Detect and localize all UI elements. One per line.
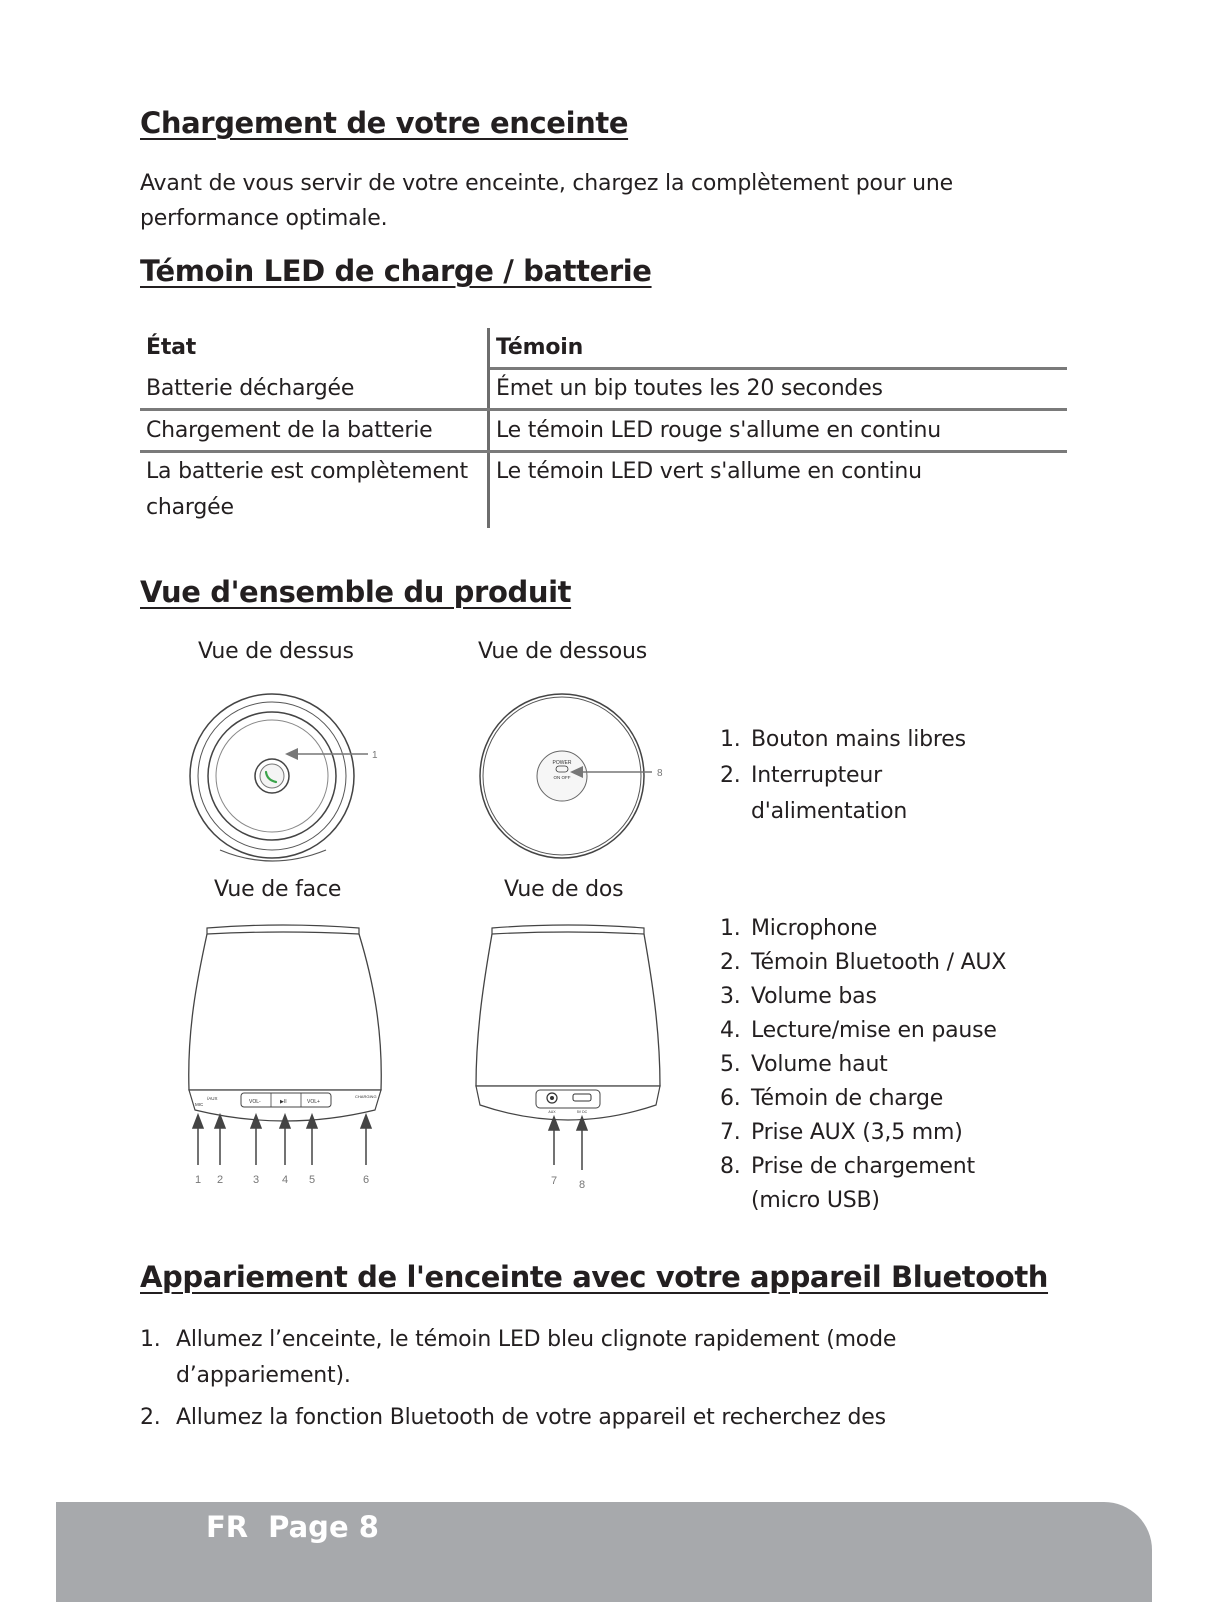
charging-paragraph: Avant de vous servir de votre enceinte, chargez la complètement pour une performance optimale. bbox=[140, 171, 953, 231]
play-pause-icon: ▶II bbox=[280, 1099, 287, 1105]
diagram-callout-number: 8 bbox=[578, 1179, 586, 1191]
table-divider bbox=[140, 450, 1067, 453]
list-item: 1. Bouton mains libres bbox=[720, 727, 966, 752]
bottom-view-diagram bbox=[470, 690, 690, 870]
table-header-indicator: Témoin bbox=[496, 335, 584, 360]
top-view-legend bbox=[720, 722, 966, 830]
footer-page-number: Page 8 bbox=[268, 1510, 379, 1544]
caption-top-view: Vue de dessus bbox=[198, 639, 354, 664]
vol-minus-label: VOL- bbox=[249, 1099, 261, 1105]
table-cell-indicator: Le témoin LED vert s'allume en continu bbox=[496, 459, 922, 484]
diagram-callout-number: 4 bbox=[281, 1174, 289, 1186]
section-title-led: Témoin LED de charge / batterie bbox=[140, 254, 652, 288]
list-item: 6. Témoin de charge bbox=[720, 1086, 944, 1111]
page-footer bbox=[56, 1502, 1152, 1602]
diagram-callout-number: 7 bbox=[550, 1175, 558, 1187]
list-item: 7. Prise AUX (3,5 mm) bbox=[720, 1120, 963, 1145]
footer-page-label bbox=[206, 1510, 399, 1544]
pairing-steps bbox=[140, 1322, 1000, 1442]
bt-aux-label: /AUX bbox=[207, 1096, 218, 1101]
section-title-charging: Chargement de votre enceinte bbox=[140, 106, 629, 140]
list-item: 8. Prise de chargement (micro USB) bbox=[720, 1154, 975, 1213]
mic-label: MIC bbox=[195, 1102, 204, 1107]
front-back-legend bbox=[720, 912, 1011, 1218]
list-item: 5. Volume haut bbox=[720, 1052, 888, 1077]
dc-label: 5V DC bbox=[576, 1110, 588, 1114]
table-header-state: État bbox=[146, 335, 197, 360]
table-divider bbox=[140, 408, 1067, 411]
table-cell-indicator: Émet un bip toutes les 20 secondes bbox=[496, 376, 883, 401]
charging-label: CHARGING bbox=[355, 1094, 377, 1099]
caption-front-view: Vue de face bbox=[214, 877, 342, 902]
diagram-callout-number: 5 bbox=[308, 1174, 316, 1186]
list-item: 2. Interrupteur d'alimentation bbox=[720, 763, 908, 824]
section-title-pairing: Appariement de l'enceinte avec votre appareil Bluetooth bbox=[140, 1260, 1049, 1294]
power-label: POWER bbox=[552, 760, 572, 766]
diagram-callout-number: 1 bbox=[372, 750, 378, 761]
footer-language: FR bbox=[206, 1510, 249, 1544]
onoff-label: ON OFF bbox=[553, 775, 571, 780]
table-cell-state: Batterie déchargée bbox=[146, 376, 355, 401]
list-item: 2. Témoin Bluetooth / AUX bbox=[720, 950, 1007, 975]
top-view-diagram bbox=[180, 690, 400, 870]
diagram-callout-number: 3 bbox=[252, 1174, 260, 1186]
list-item: 1. Microphone bbox=[720, 916, 878, 941]
section-title-overview: Vue d'ensemble du produit bbox=[140, 575, 572, 609]
caption-bottom-view: Vue de dessous bbox=[478, 639, 648, 664]
table-cell-state: Chargement de la batterie bbox=[146, 418, 433, 443]
vol-plus-label: VOL+ bbox=[307, 1099, 320, 1105]
diagram-callout-number: 6 bbox=[362, 1174, 370, 1186]
table-divider bbox=[490, 367, 1067, 370]
front-view-diagram bbox=[185, 920, 395, 1200]
list-item: 1. Allumez l’enceinte, le témoin LED bleu clignote rapidement (mode d’appariement). bbox=[140, 1327, 897, 1388]
list-item: 3. Volume bas bbox=[720, 984, 877, 1009]
list-item: 2. Allumez la fonction Bluetooth de votre appareil et recherchez des bbox=[140, 1405, 886, 1430]
table-cell-state: La batterie est complètement chargée bbox=[146, 459, 468, 520]
back-view-diagram bbox=[470, 920, 680, 1200]
table-column-divider bbox=[487, 328, 490, 528]
caption-back-view: Vue de dos bbox=[504, 877, 624, 902]
diagram-callout-number: 1 bbox=[194, 1174, 202, 1186]
aux-jack-label: AUX bbox=[548, 1110, 556, 1114]
list-item: 4. Lecture/mise en pause bbox=[720, 1018, 997, 1043]
diagram-callout-number: 8 bbox=[657, 768, 663, 779]
table-cell-indicator: Le témoin LED rouge s'allume en continu bbox=[496, 418, 941, 443]
usb-port-icon bbox=[573, 1094, 591, 1101]
diagram-callout-number: 2 bbox=[216, 1174, 224, 1186]
